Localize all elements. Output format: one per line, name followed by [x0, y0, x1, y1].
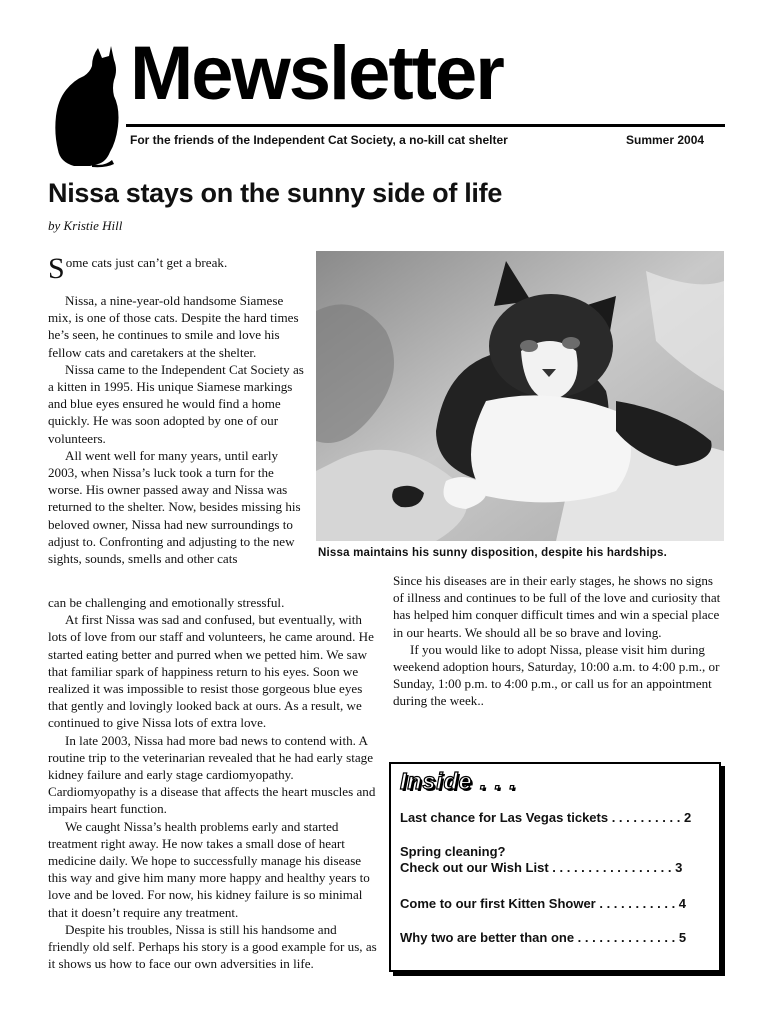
cat-photo: [316, 251, 724, 541]
article-column-upper: [48, 254, 310, 567]
toc-item-spring-cleaning[interactable]: [400, 844, 716, 876]
toc-item-kitten-shower[interactable]: Come to our first Kitten Shower . . . . . . . . . . . 4: [400, 896, 687, 911]
article-column-lower: [48, 594, 381, 972]
black-cat-logo-icon: [54, 46, 122, 168]
article-byline: by Kristie Hill: [48, 218, 123, 233]
inside-box: [389, 762, 721, 972]
article-paragraph: Since his diseases are in their early stages, he shows no signs of illness and continues to be full of the love and curiosity that has helped him conquer difficult times and win a special place in our hearts. We should all be so brave and loving.: [393, 573, 721, 640]
masthead-rule: [126, 124, 725, 127]
article-paragraph: Nissa, a nine-year-old handsome Siamese mix, is one of those cats. Despite the hard times he’s seen, he continues to smile and love his fellow cats and caretakers at the shelter.: [48, 293, 299, 360]
article-column-right: [393, 572, 723, 710]
toc-item-line: Check out our Wish List . . . . . . . . . . . . . . . . . 3: [400, 860, 683, 875]
issue-date: Summer 2004: [626, 133, 705, 147]
inside-box-title: Inside . . .: [400, 768, 517, 794]
toc-item-two-better-than-one[interactable]: Why two are better than one . . . . . . . . . . . . . . 5: [400, 930, 687, 945]
article-paragraph: Some cats just can’t get a break.: [48, 252, 228, 285]
photo-caption: Nissa maintains his sunny disposition, despite his hardships.: [318, 547, 667, 559]
article-paragraph: Nissa came to the Independent Cat Society as a kitten in 1995. His unique Siamese markings and blue eyes ensured he would find a home quickly. He was soon adopted by one of our volunteers.: [48, 361, 304, 446]
article-paragraph: can be challenging and emotionally stressful.: [48, 595, 285, 610]
article-title: Nissa stays on the sunny side of life: [48, 178, 503, 208]
article-paragraph: If you would like to adopt Nissa, please visit him during weekend adoption hours, Saturday, 10:00 a.m. to 4:00 p.m., or Sunday, 1:00 p.m. to 4:00 p.m., or call us for an appointment during the week..: [393, 641, 720, 709]
article-paragraph: All went well for many years, until early 2003, when Nissa’s luck took a turn for the worse. His owner passed away and Nissa was returned to the shelter. Now, besides missing his beloved owner, Nissa had new surroundings to adjust to. Confronting and adjusting to the new sights, sounds, smells and other cats: [48, 447, 301, 567]
toc-item-las-vegas[interactable]: Last chance for Las Vegas tickets . . . . . . . . . . 2: [400, 810, 692, 825]
drop-cap: S: [48, 252, 65, 285]
toc-item-line: Spring cleaning?: [400, 844, 506, 859]
masthead-tagline: For the friends of the Independent Cat Society, a no-kill cat shelter: [130, 133, 508, 147]
newsletter-title: Mewsletter: [130, 31, 503, 116]
article-paragraph: Despite his troubles, Nissa is still his handsome and friendly old self. Perhaps his story is a good example for us, as it shows us how to face our own adversities in life.: [48, 921, 377, 972]
article-paragraph: At first Nissa was sad and confused, but eventually, with lots of love from our staff and volunteers, he came around. He started eating better and purred when we petted him. We saw that familiar spark of happiness return to his eyes. Soon we realized it was impossible to resist those gorgeous blue eyes that gently and lovingly looked back at ours. As a result, we continued to give Nissa lots of extra love.: [48, 612, 374, 731]
article-paragraph: We caught Nissa’s health problems early and started treatment right away. He now takes a small dose of heart medicine daily. We hope to successfully manage his disease this way and give him many more happy and healthy years to love and be loved. For now, his kidney failure is so minimal that it doesn’t require any treatment.: [48, 818, 370, 920]
article-paragraph: In late 2003, Nissa had more bad news to contend with. A routine trip to the veterinarian revealed that he had early stage kidney failure and early stage cardiomyopathy. Cardiomyopathy is a disease that affects the heart muscles and impairs heart function.: [48, 732, 376, 817]
